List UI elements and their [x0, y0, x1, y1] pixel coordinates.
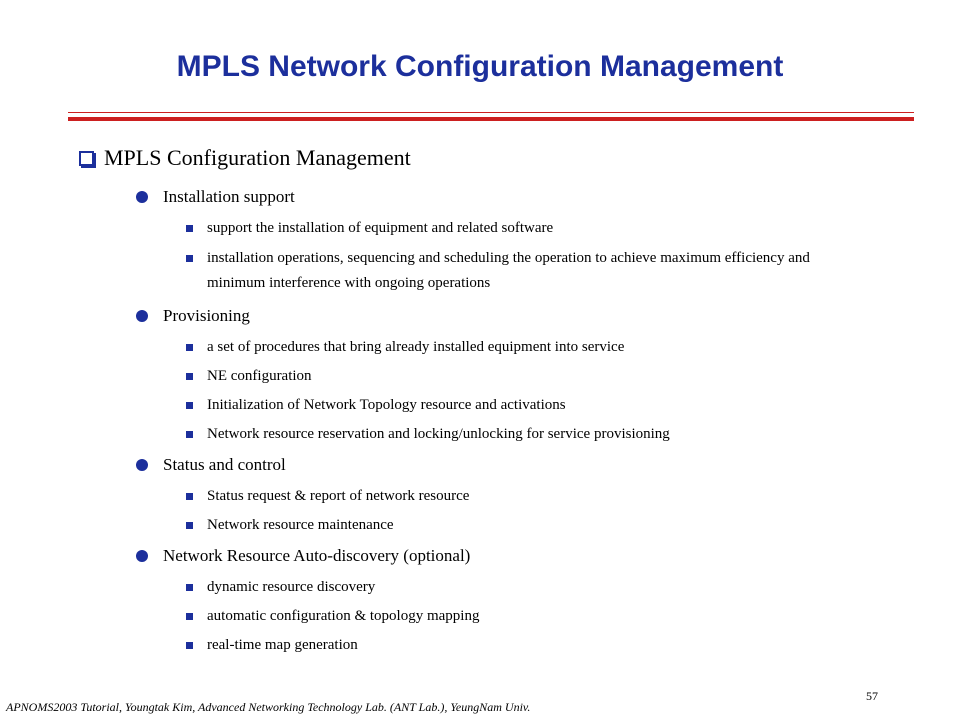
list-item — [207, 246, 867, 296]
page-number: 57 — [866, 689, 878, 703]
section-auto-discovery — [163, 546, 470, 566]
list-item — [207, 335, 867, 360]
checkbox-bullet-icon — [79, 151, 94, 166]
list-item — [207, 216, 867, 241]
square-bullet-icon — [186, 344, 193, 351]
section-label: Provisioning — [163, 306, 250, 325]
square-bullet-icon — [186, 255, 193, 262]
circle-bullet-icon — [136, 310, 148, 322]
list-item-text: dynamic resource discovery — [207, 579, 376, 595]
list-item-text: Status request & report of network resource — [207, 488, 470, 504]
square-bullet-icon — [186, 373, 193, 380]
list-item — [207, 422, 867, 447]
square-bullet-icon — [186, 431, 193, 438]
slide-footer: APNOMS2003 Tutorial, Youngtak Kim, Advanced Networking Technology Lab. (ANT Lab.), YeungNam Univ. — [6, 700, 531, 714]
list-item — [207, 393, 867, 418]
list-item — [207, 484, 867, 509]
list-item-text: installation operations, sequencing and scheduling the operation to achieve maximum efficiency and minimum interference with ongoing operations — [207, 250, 810, 291]
section-label: Status and control — [163, 455, 286, 474]
section-label: Network Resource Auto-discovery (optional) — [163, 546, 471, 565]
square-bullet-icon — [186, 522, 193, 529]
square-bullet-icon — [186, 225, 193, 232]
list-item-text: real-time map generation — [207, 637, 358, 653]
title-divider-thick — [68, 117, 914, 121]
list-item — [207, 604, 867, 629]
list-item-text: support the installation of equipment and related software — [207, 220, 554, 236]
list-item-text: Initialization of Network Topology resource and activations — [207, 397, 566, 413]
square-bullet-icon — [186, 493, 193, 500]
list-item-text: Network resource maintenance — [207, 517, 394, 533]
slide-title: MPLS Network Configuration Management — [176, 50, 784, 83]
main-heading-text: MPLS Configuration Management — [104, 145, 411, 170]
section-installation-support — [163, 187, 295, 207]
section-provisioning — [163, 306, 250, 326]
list-item-text: a set of procedures that bring already installed equipment into service — [207, 339, 625, 355]
square-bullet-icon — [186, 402, 193, 409]
square-bullet-icon — [186, 584, 193, 591]
list-item — [207, 633, 867, 658]
section-label: Installation support — [163, 187, 295, 206]
list-item — [207, 575, 867, 600]
circle-bullet-icon — [136, 191, 148, 203]
circle-bullet-icon — [136, 550, 148, 562]
square-bullet-icon — [186, 642, 193, 649]
section-status-and-control — [163, 455, 286, 475]
main-heading — [104, 145, 411, 171]
square-bullet-icon — [186, 613, 193, 620]
list-item-text: NE configuration — [207, 368, 312, 384]
title-divider-thin — [68, 112, 914, 113]
circle-bullet-icon — [136, 459, 148, 471]
list-item-text: automatic configuration & topology mapping — [207, 608, 480, 624]
list-item-text: Network resource reservation and locking/unlocking for service provisioning — [207, 426, 670, 442]
list-item — [207, 364, 867, 389]
list-item — [207, 513, 867, 538]
